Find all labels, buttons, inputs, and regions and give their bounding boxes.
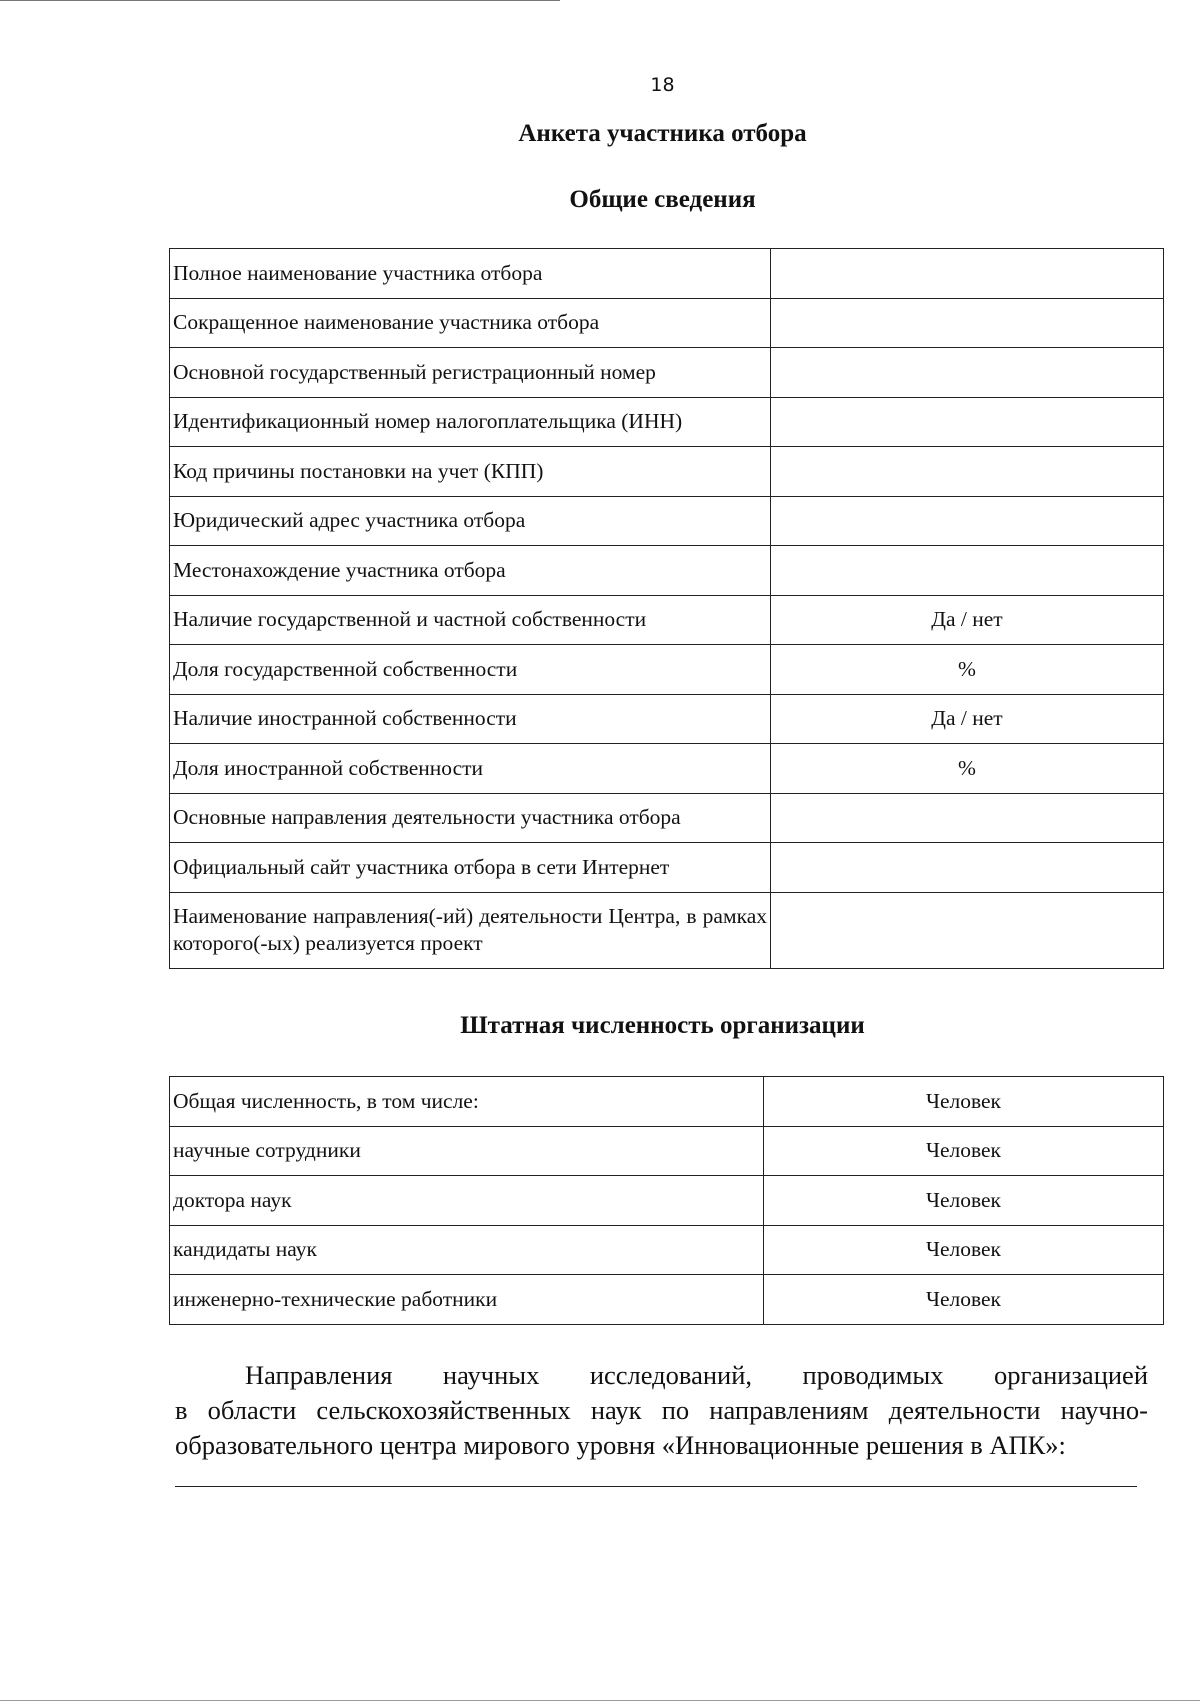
- row-label-legal-address: Юридический адрес участника отбора: [170, 496, 771, 546]
- row-value-main-activities[interactable]: [771, 793, 1164, 843]
- row-value-state-ownership-share[interactable]: %: [771, 645, 1164, 695]
- row-value-location[interactable]: [771, 546, 1164, 596]
- table-row: [170, 496, 1164, 546]
- table-row: [170, 546, 1164, 596]
- table-row: [170, 595, 1164, 645]
- table-row: [170, 397, 1164, 447]
- row-value-inn[interactable]: [771, 397, 1164, 447]
- row-value-full-name[interactable]: [771, 249, 1164, 299]
- row-label-main-activities: Основные направления деятельности участника отбора: [170, 793, 771, 843]
- scan-edge: [0, 1700, 1200, 1701]
- row-value-engineering-staff[interactable]: Человек: [764, 1275, 1164, 1325]
- row-label-state-private-ownership: Наличие государственной и частной собственности: [170, 595, 771, 645]
- row-value-legal-address[interactable]: [771, 496, 1164, 546]
- table-row: [170, 744, 1164, 794]
- row-value-ogrn[interactable]: [771, 348, 1164, 398]
- table-row: [170, 892, 1164, 968]
- row-value-state-private-ownership[interactable]: Да / нет: [771, 595, 1164, 645]
- research-directions-paragraph: [175, 1358, 1148, 1463]
- table-row: [170, 1225, 1164, 1275]
- row-value-center-directions[interactable]: [771, 892, 1164, 968]
- table-row: [170, 249, 1164, 299]
- row-label-website: Официальный сайт участника отбора в сети Интернет: [170, 843, 771, 893]
- row-label-researchers: научные сотрудники: [170, 1126, 764, 1176]
- row-label-location: Местонахождение участника отбора: [170, 546, 771, 596]
- row-value-website[interactable]: [771, 843, 1164, 893]
- table-row: [170, 447, 1164, 497]
- row-value-foreign-ownership[interactable]: Да / нет: [771, 694, 1164, 744]
- table-row: [170, 1275, 1164, 1325]
- page-number: 18: [650, 74, 675, 96]
- research-paragraph-first-line: Направления научных исследований, проводимых организацией: [245, 1360, 1148, 1390]
- row-label-full-name: Полное наименование участника отбора: [170, 249, 771, 299]
- row-label-ogrn: Основной государственный регистрационный номер: [170, 348, 771, 398]
- table-row: [170, 348, 1164, 398]
- page-title: Анкета участника отбора: [518, 120, 807, 147]
- row-value-candidates-of-science[interactable]: Человек: [764, 1225, 1164, 1275]
- table-row: [170, 298, 1164, 348]
- row-value-kpp[interactable]: [771, 447, 1164, 497]
- row-label-state-ownership-share: Доля государственной собственности: [170, 645, 771, 695]
- section-heading-staff: Штатная численность организации: [460, 1012, 865, 1039]
- answer-fill-line[interactable]: [175, 1486, 1137, 1487]
- scan-edge: [0, 0, 560, 1]
- row-label-doctors-of-science: доктора наук: [170, 1176, 764, 1226]
- section-heading-general: Общие сведения: [569, 186, 756, 213]
- row-label-short-name: Сокращенное наименование участника отбора: [170, 298, 771, 348]
- table-row: [170, 793, 1164, 843]
- table-row: [170, 1126, 1164, 1176]
- row-value-foreign-ownership-share[interactable]: %: [771, 744, 1164, 794]
- row-label-engineering-staff: инженерно-технические работники: [170, 1275, 764, 1325]
- table-row: [170, 1176, 1164, 1226]
- row-label-kpp: Код причины постановки на учет (КПП): [170, 447, 771, 497]
- table-row: [170, 1077, 1164, 1127]
- row-label-candidates-of-science: кандидаты наук: [170, 1225, 764, 1275]
- table-row: [170, 645, 1164, 695]
- row-label-center-directions: Наименование направления(-ий) деятельности Центра, в рамках которого(-ых) реализуется проект: [170, 892, 771, 968]
- research-paragraph-text: в области сельскохозяйственных наук по направлениям деятельности научно-образовательного центра мирового уровня «Инновационные решения в АПК»:: [175, 1395, 1148, 1460]
- row-label-foreign-ownership: Наличие иностранной собственности: [170, 694, 771, 744]
- row-value-short-name[interactable]: [771, 298, 1164, 348]
- row-value-doctors-of-science[interactable]: Человек: [764, 1176, 1164, 1226]
- row-value-researchers[interactable]: Человек: [764, 1126, 1164, 1176]
- row-label-total-staff: Общая численность, в том числе:: [170, 1077, 764, 1127]
- table-row: [170, 694, 1164, 744]
- row-label-foreign-ownership-share: Доля иностранной собственности: [170, 744, 771, 794]
- general-info-table: [169, 248, 1164, 969]
- row-label-inn: Идентификационный номер налогоплательщика (ИНН): [170, 397, 771, 447]
- staff-table: [169, 1076, 1164, 1325]
- row-value-total-staff[interactable]: Человек: [764, 1077, 1164, 1127]
- table-row: [170, 843, 1164, 893]
